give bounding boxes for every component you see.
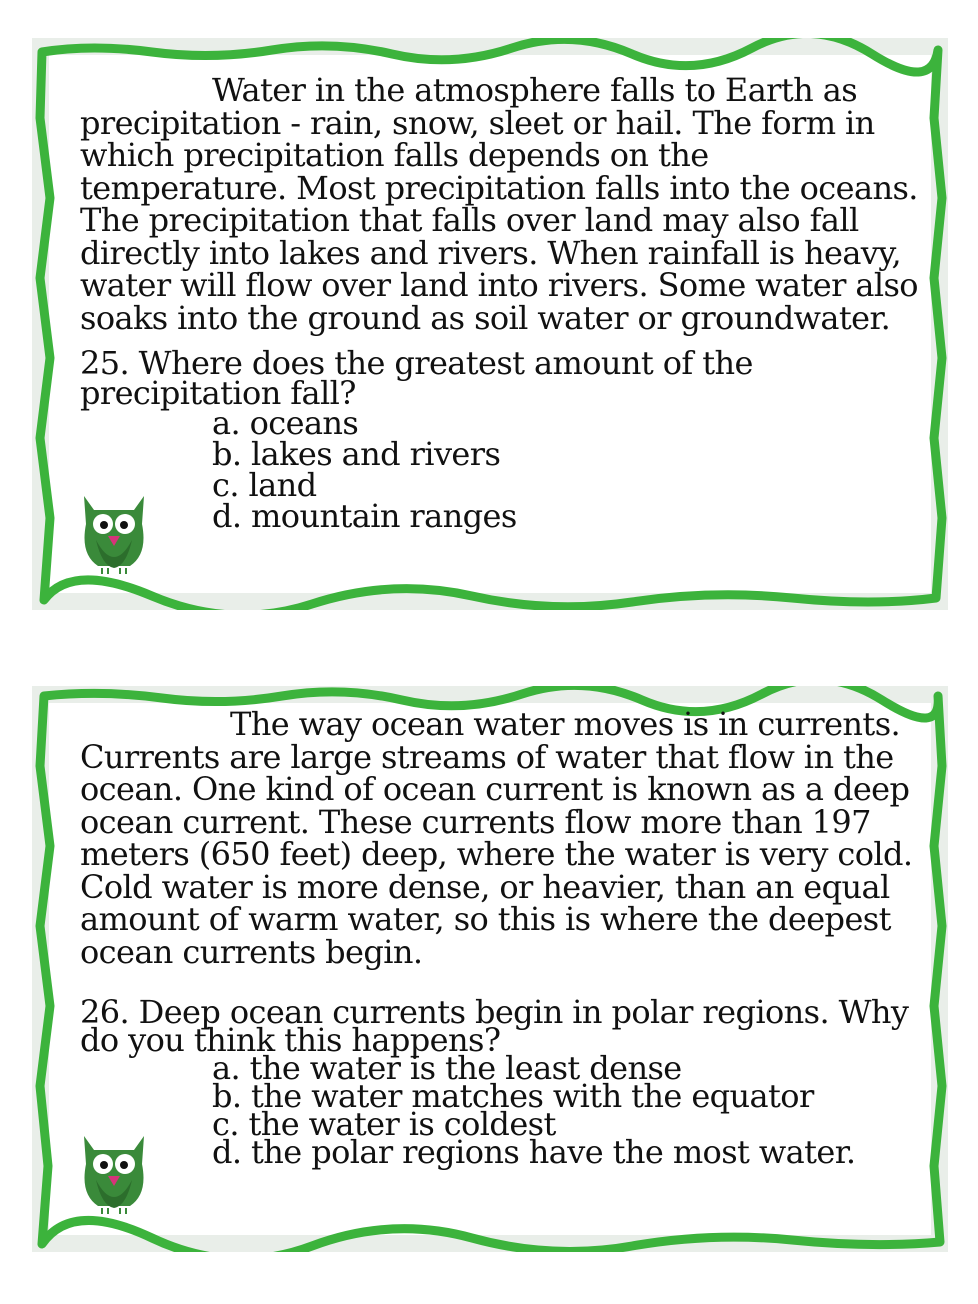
owl-icon [74, 1124, 154, 1218]
passage-text: Water in the atmosphere falls to Earth as precipitation - rain, snow, sleet or hail. The form in which precipitation falls depends on the temperature. Most precipitation falls into the oceans. The precipitation that falls over land may also fall directly into lakes and rivers. When rainfall is heavy, water will flow over land into rivers. Some water also soaks into the ground as soil water or groundwater. [80, 71, 918, 337]
card-content [80, 71, 918, 535]
option-c[interactable]: c. land [212, 466, 317, 504]
answer-options [80, 404, 918, 535]
passage-card-26 [32, 686, 948, 1252]
passage-card-25 [32, 38, 948, 610]
passage-text: The way ocean water moves is in currents. Currents are large streams of water that flow in the ocean. One kind of ocean current is known as a deep ocean current. These currents flow more than 197 meters (650 feet) deep, where the water is very cold. Cold water is more dense, or heavier, than an equal amount of warm water, so this is where the deepest ocean currents begin. [80, 705, 913, 971]
option-a[interactable]: a. oceans [212, 404, 359, 442]
option-a[interactable]: a. the water is the least dense [212, 1049, 682, 1087]
option-d[interactable]: d. mountain ranges [212, 497, 517, 535]
question-text: 25. Where does the greatest amount of the precipitation fall? [80, 344, 753, 412]
option-b[interactable]: b. the water matches with the equator [212, 1077, 814, 1115]
owl-icon [74, 484, 154, 578]
question-text: 26. Deep ocean currents begin in polar regions. Why do you think this happens? [80, 993, 909, 1059]
option-b[interactable]: b. lakes and rivers [212, 435, 501, 473]
card-content [80, 705, 918, 1171]
answer-options [80, 1049, 918, 1171]
option-c[interactable]: c. the water is coldest [212, 1105, 556, 1143]
option-d[interactable]: d. the polar regions have the most water. [212, 1133, 856, 1171]
